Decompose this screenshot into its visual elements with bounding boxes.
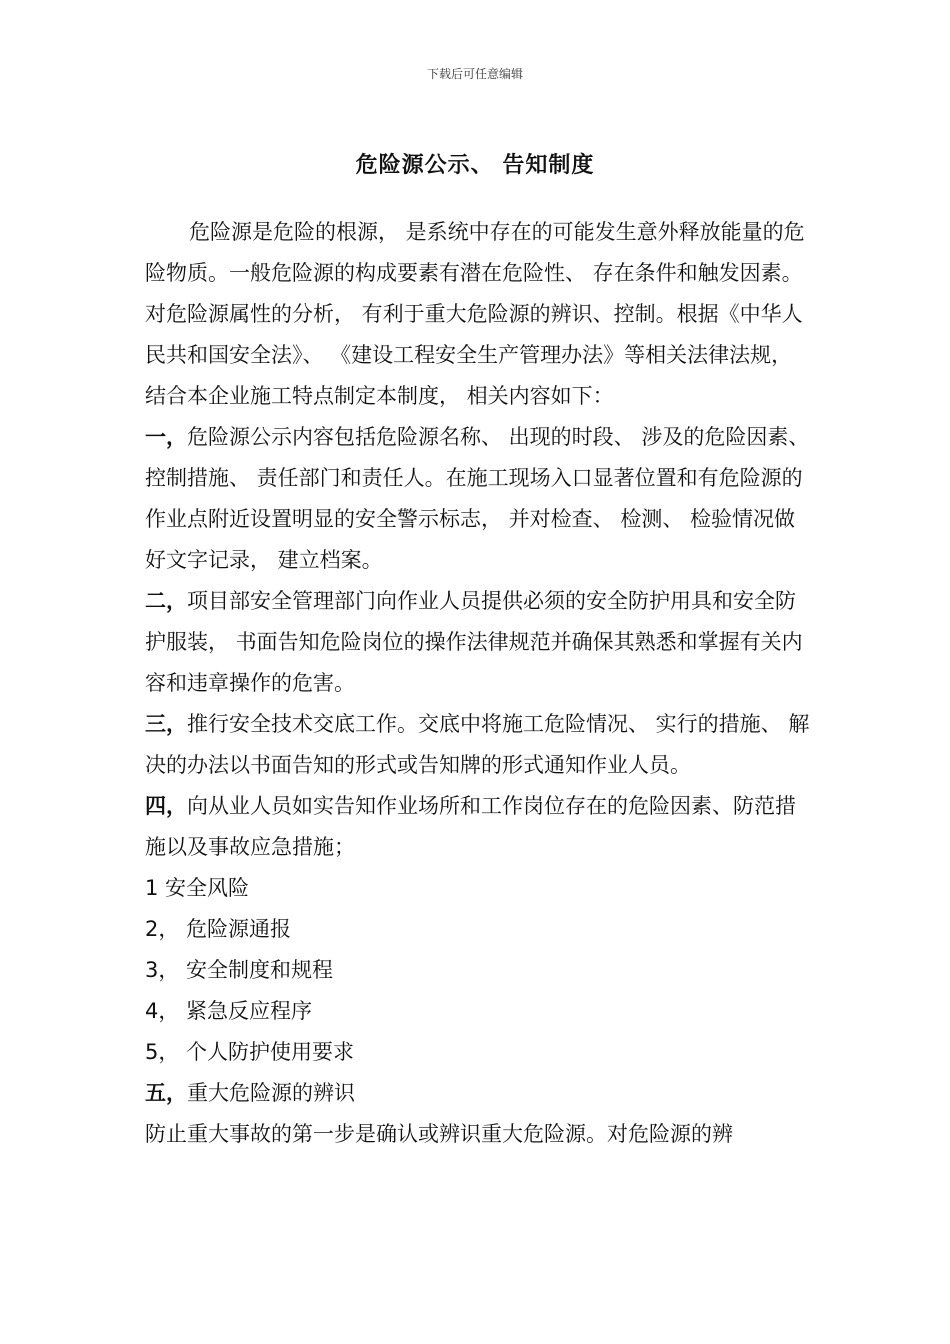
section-number: 一， bbox=[145, 425, 187, 449]
section-number: 五， bbox=[145, 1081, 187, 1105]
page-header: 下载后可任意编辑 bbox=[426, 67, 523, 81]
section-3 bbox=[145, 704, 815, 786]
list-item: 5， 个人防护使用要求 bbox=[145, 1040, 355, 1064]
list-item: 4， 紧急反应程序 bbox=[145, 999, 313, 1023]
section-text: 推行安全技术交底工作。交底中将施工危险情况、 实行的措施、 解决的办法以书面告知的形式或告知牌的形式通知作业人员。 bbox=[145, 712, 810, 777]
section-text: 危险源公示内容包括危险源名称、 出现的时段、 涉及的危险因素、 控制措施、 责任部门和责任人。在施工现场入口显著位置和有危险源的作业点附近设置明显的安全警示标志， 并对检查、 检测、 检验情况做好文字记录， 建立档案。 bbox=[145, 425, 810, 572]
section-number: 三， bbox=[145, 712, 187, 736]
section-text: 向从业人员如实告知作业场所和工作岗位存在的危险因素、防范措施以及事故应急措施； bbox=[145, 794, 796, 859]
section-text: 重大危险源的辨识 bbox=[187, 1081, 355, 1105]
section-number: 二， bbox=[145, 589, 187, 613]
intro-paragraph: 危险源是危险的根源， 是系统中存在的可能发生意外释放能量的危险物质。一般危险源的构成要素有潜在危险性、 存在条件和触发因素。对危险源属性的分析， 有利于重大危险源的辨识、控制。根据《中华人民共和国安全法》、 《建设工程安全生产管理办法》等相关法律法规， 结合本企业施工特点制定本制度， 相关内容如下： bbox=[145, 220, 805, 408]
list-item: 3， 安全制度和规程 bbox=[145, 958, 334, 982]
section-5 bbox=[145, 1073, 815, 1114]
document-body bbox=[145, 212, 815, 1155]
section-text: 项目部安全管理部门向作业人员提供必须的安全防护用具和安全防护服装， 书面告知危险岗位的操作法律规范并确保其熟悉和掌握有关内容和违章操作的危害。 bbox=[145, 589, 803, 695]
document-title: 危险源公示、 告知制度 bbox=[355, 153, 595, 178]
section-4 bbox=[145, 786, 815, 868]
section-number: 四， bbox=[145, 794, 187, 818]
section-1 bbox=[145, 417, 815, 581]
section-2 bbox=[145, 581, 815, 704]
list-item: 1 安全风险 bbox=[145, 876, 250, 900]
list-item: 2， 危险源通报 bbox=[145, 917, 292, 941]
closing-paragraph: 防止重大事故的第一步是确认或辨识重大危险源。对危险源的辨 bbox=[145, 1122, 733, 1146]
